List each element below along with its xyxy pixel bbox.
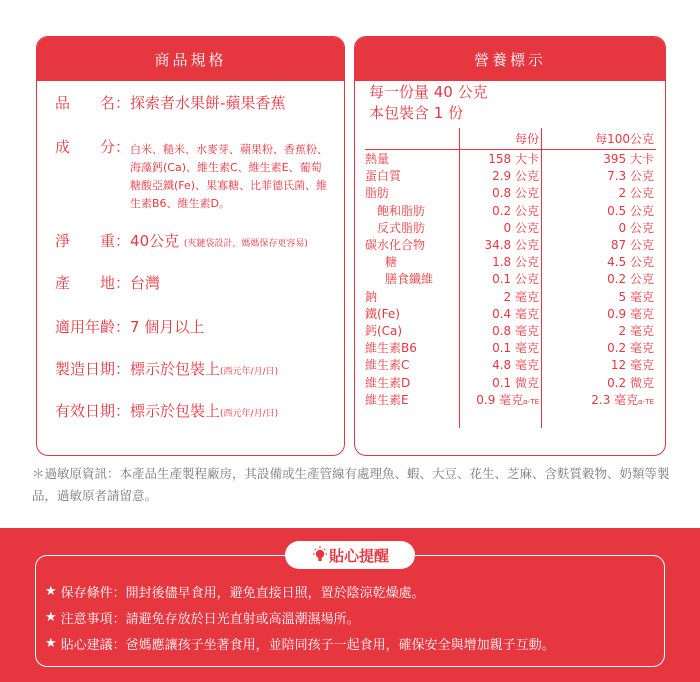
spec-value: 標示於包裝上 [130,360,221,378]
nutrient-value: 0.2 毫克 [607,341,654,356]
nutrient-value: 0.5 公克 [607,203,654,218]
servings-per-pack: 本包裝含 1 份 [369,104,464,122]
nutrient-per-100g [541,150,656,167]
nutrient-name: 鐵(Fe) [365,306,400,321]
nutrition-table [365,128,656,408]
nutrient-value: 4.5 公克 [607,255,654,270]
nutrition-row [365,322,656,339]
nutrition-row [365,356,656,373]
nutrient-per-100g [541,167,656,184]
tips-title-text: 貼心提醒 [328,546,389,565]
tip-text: 爸媽應讓孩子坐著食用，並陪同孩子一起食用，確保安全與增加親子互動。 [125,638,555,653]
tips-title [285,541,415,569]
spec-label: 有效日期 [55,402,116,420]
nutrient-value: 4.8 毫克 [492,358,539,373]
nutrient-value: 1.8 公克 [492,255,539,270]
nutrient-name: 反式脂肪 [377,220,426,235]
nutrient-name: 碳水化合物 [365,238,426,253]
nutrient-per-serving [459,202,541,219]
spec-value: 標示於包裝上 [130,402,221,420]
nutrition-rows [365,150,656,408]
nutrient-value: 0.2 公克 [492,203,539,218]
nutrient-name: 鈣(Ca) [365,323,403,338]
nutrient-name: 糖 [385,255,398,270]
tip-label: 保存條件： [60,586,126,601]
nutrient-per-100g [541,219,656,236]
spec-note: (西元年/月/日) [220,367,279,377]
spec-row-exp-date: 有效日期：標示於包裝上(西元年/月/日) [55,402,279,420]
nutrient-value: 87 公克 [610,238,654,253]
nutrient-value: 0.8 公克 [492,186,539,201]
nutrient-value: 0 公克 [618,220,654,235]
nutrient-per-serving [459,236,541,253]
spec-note: (夾鏈袋設計，媽媽保存更容易) [183,239,308,249]
nutrition-row [365,305,656,322]
spec-label: 製造日期 [55,360,116,378]
nutrient-per-serving [459,305,541,322]
nutrient-per-serving [459,322,541,339]
star-icon: ★ [45,610,57,625]
nutrient-value: 5 毫克 [618,289,654,304]
nutrient-value: 0.1 毫克 [492,341,539,356]
col-per-100g: 每100公克 [595,132,654,146]
nutrient-per-serving [459,150,541,167]
nutrition-row [365,202,656,219]
nutrient-per-100g [541,202,656,219]
nutrient-value: 0.2 微克 [607,375,654,390]
nutrient-value: 158 大卡 [488,152,539,167]
spec-row-ingredients: 成 分： [55,138,131,156]
nutrient-value: 0 公克 [503,220,539,235]
spec-header: 商品規格 [37,37,344,81]
allergen-info: ＊過敏原資訊：本產品生產製程廠房，其設備或生產管線有處理魚、蝦、大豆、花生、芝麻、含麩質穀物、奶類等製品，過敏原者請留意。 [32,466,670,503]
unit-suffix: α-TE [523,397,539,406]
nutrient-name: 飽和脂肪 [377,203,426,218]
nutrient-value: 0.1 公克 [492,272,539,287]
spec-label: 適用年齡 [55,318,116,336]
nutrient-per-100g [541,356,656,373]
nutrient-name: 膳食纖維 [385,272,434,287]
nutrient-value: 7.3 公克 [607,169,654,184]
nutrient-name: 脂肪 [365,186,390,201]
nutrient-per-100g [541,374,656,391]
star-icon: ★ [45,636,57,651]
tip-text: 請避免存放於日光直射或高溫潮濕場所。 [125,612,360,627]
nutrition-row [365,270,656,287]
nutrition-header: 營養標示 [355,37,665,81]
nutrient-value: 0.9 毫克 [476,392,524,407]
col-per-serving: 每份 [514,132,539,146]
nutrient-value: 0.8 毫克 [492,323,539,338]
spec-label: 成 分 [55,138,116,156]
nutrient-per-100g [541,322,656,339]
nutrient-value: 2.9 公克 [492,169,539,184]
nutrient-value: 395 大卡 [603,152,654,167]
tip-item [45,634,555,653]
lightbulb-icon [311,546,329,564]
nutrient-value: 34.8 公克 [484,238,539,253]
product-spec-card [36,36,345,456]
nutrient-per-100g [541,305,656,322]
nutrient-per-100g [541,288,656,305]
unit-suffix: α-TE [638,397,654,406]
nutrient-per-serving [459,391,541,408]
nutrition-row [365,236,656,253]
spec-row-origin: 產 地：台灣 [55,274,161,292]
nutrient-value: 2.3 毫克 [591,392,639,407]
spec-value: 40公克 [130,232,180,250]
serving-info [369,82,488,124]
tip-label: 注意事項： [60,612,126,627]
ingredients-text: 白米、糙米、水麥芽、蘋果粉、香蕉粉、海藻鈣(Ca)、維生素C、維生素E、葡萄糖酸亞鐵(Fe)、果寡糖、比菲德氏菌、維生素B6、維生素D。 [130,143,328,210]
nutrition-row [365,373,656,390]
nutrient-per-serving [459,356,541,373]
nutrient-value: 0.4 毫克 [492,306,539,321]
spec-value: 7 個月以上 [130,318,205,336]
nutrient-per-100g [541,270,656,287]
nutrient-per-serving [459,270,541,287]
tip-label: 貼心建議： [60,638,126,653]
nutrient-value: 0.1 微克 [492,375,539,390]
nutrient-value: 12 毫克 [610,358,654,373]
nutrient-name: 維生素B6 [365,341,417,356]
tip-item [45,582,425,601]
nutrient-name: 維生素D [365,375,411,390]
nutrient-name: 維生素C [365,358,410,373]
nutrient-value: 2 毫克 [618,323,654,338]
spec-row-weight: 淨 重：40公克 (夾鏈袋設計，媽媽保存更容易) [55,232,308,250]
spec-row-name: 品 名：探索者水果餅-蘋果香蕉 [55,94,286,112]
nutrition-card [354,36,666,456]
spec-label: 品 名 [55,94,116,112]
nutrition-row [365,391,656,408]
nutrient-per-100g [541,184,656,201]
nutrient-name: 熱量 [365,152,390,167]
nutrient-per-serving [459,167,541,184]
star-icon: ★ [45,584,57,599]
nutrient-value: 2 公克 [618,186,654,201]
nutrition-row [365,288,656,305]
nutrient-per-serving [459,219,541,236]
nutrient-per-serving [459,339,541,356]
nutrition-table-header [365,128,656,150]
spec-label: 淨 重 [55,232,116,250]
spec-row-mfg-date: 製造日期：標示於包裝上(西元年/月/日) [55,360,279,378]
nutrition-row [365,253,656,270]
nutrient-per-serving [459,184,541,201]
spec-note: (西元年/月/日) [220,409,279,419]
nutrition-row [365,339,656,356]
nutrient-name: 鈉 [365,289,378,304]
nutrient-per-serving [459,288,541,305]
nutrition-row [365,167,656,184]
nutrient-value: 0.2 公克 [607,272,654,287]
nutrient-name: 蛋白質 [365,169,402,184]
tip-item [45,608,360,627]
nutrient-name: 維生素E [365,392,409,407]
spec-label: 產 地 [55,274,116,292]
nutrient-per-100g [541,253,656,270]
spec-row-age: 適用年齡：7 個月以上 [55,318,205,336]
nutrition-row [365,184,656,201]
table-divider [459,128,460,428]
table-divider [541,128,542,428]
nutrient-per-100g [541,391,656,408]
spec-value: 探索者水果餅-蘋果香蕉 [130,94,286,112]
nutrient-per-serving [459,253,541,270]
spec-value: 台灣 [130,274,161,292]
nutrient-per-100g [541,236,656,253]
tip-text: 開封後儘早食用，避免直接日照，置於陰涼乾燥處。 [125,586,425,601]
nutrient-per-serving [459,374,541,391]
nutrient-value: 0.9 毫克 [607,306,654,321]
nutrition-row [365,150,656,167]
nutrient-per-100g [541,339,656,356]
nutrient-value: 2 毫克 [503,289,539,304]
nutrition-row [365,219,656,236]
serving-size: 每一份量 40 公克 [369,83,488,101]
